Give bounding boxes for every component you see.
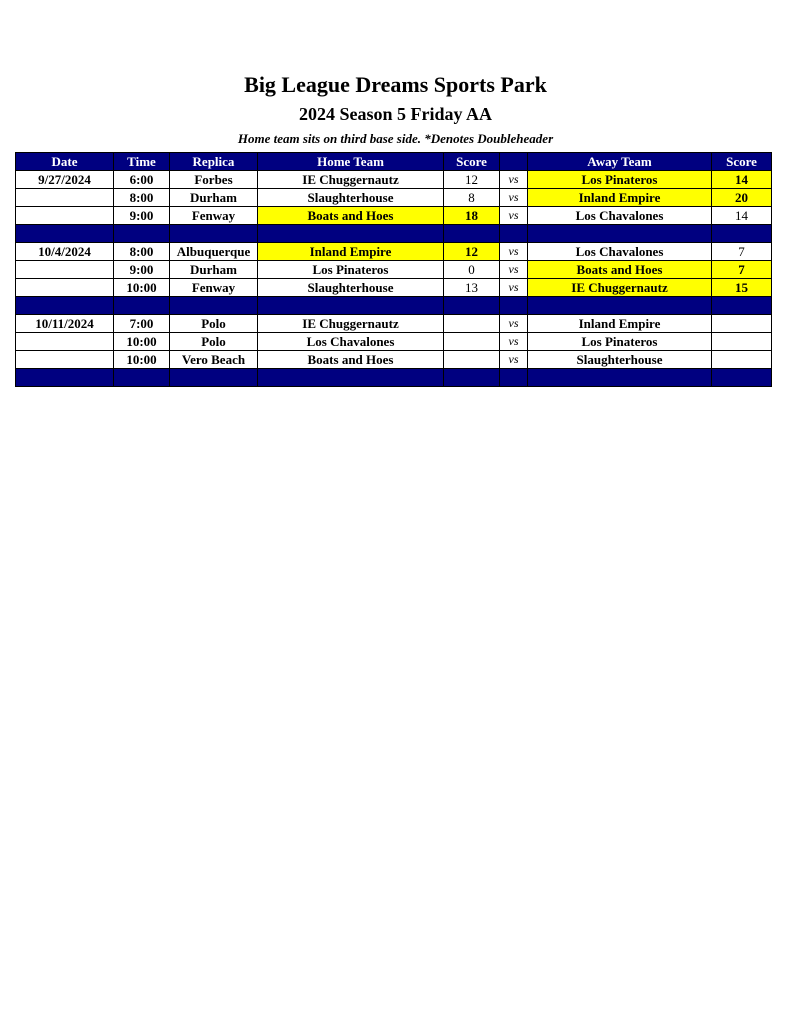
home-score: 12 bbox=[444, 243, 500, 261]
away-team: Los Pinateros bbox=[528, 171, 712, 189]
week-separator bbox=[16, 369, 772, 387]
home-team: IE Chuggernautz bbox=[258, 171, 444, 189]
game-date bbox=[16, 333, 114, 351]
game-date: 10/4/2024 bbox=[16, 243, 114, 261]
separator-cell bbox=[500, 225, 528, 243]
game-replica: Forbes bbox=[170, 171, 258, 189]
separator-cell bbox=[444, 225, 500, 243]
col-header-vs bbox=[500, 153, 528, 171]
home-score bbox=[444, 333, 500, 351]
game-replica: Durham bbox=[170, 261, 258, 279]
game-replica: Albuquerque bbox=[170, 243, 258, 261]
separator-cell bbox=[170, 225, 258, 243]
col-header-date: Date bbox=[16, 153, 114, 171]
game-date: 9/27/2024 bbox=[16, 171, 114, 189]
game-time: 9:00 bbox=[114, 207, 170, 225]
separator-cell bbox=[114, 297, 170, 315]
game-time: 10:00 bbox=[114, 333, 170, 351]
away-team: Slaughterhouse bbox=[528, 351, 712, 369]
col-header-away-score: Score bbox=[712, 153, 772, 171]
game-time: 10:00 bbox=[114, 351, 170, 369]
home-score: 0 bbox=[444, 261, 500, 279]
away-score bbox=[712, 333, 772, 351]
home-team: Slaughterhouse bbox=[258, 189, 444, 207]
separator-cell bbox=[170, 297, 258, 315]
col-header-home-team: Home Team bbox=[258, 153, 444, 171]
home-team: IE Chuggernautz bbox=[258, 315, 444, 333]
separator-cell bbox=[114, 225, 170, 243]
schedule-note: Home team sits on third base side. *Denotes Doubleheader bbox=[237, 131, 554, 146]
home-team: Boats and Hoes bbox=[258, 207, 444, 225]
table-row bbox=[16, 171, 772, 189]
home-team: Los Chavalones bbox=[258, 333, 444, 351]
separator-cell bbox=[528, 369, 712, 387]
vs-label: vs bbox=[500, 207, 528, 225]
vs-label: vs bbox=[500, 261, 528, 279]
separator-cell bbox=[444, 369, 500, 387]
schedule-table bbox=[15, 152, 772, 387]
game-replica: Polo bbox=[170, 333, 258, 351]
week-separator bbox=[16, 297, 772, 315]
away-team: Inland Empire bbox=[528, 189, 712, 207]
away-score bbox=[712, 351, 772, 369]
col-header-time: Time bbox=[114, 153, 170, 171]
game-date bbox=[16, 279, 114, 297]
home-team: Inland Empire bbox=[258, 243, 444, 261]
home-team: Slaughterhouse bbox=[258, 279, 444, 297]
away-score: 20 bbox=[712, 189, 772, 207]
table-row bbox=[16, 243, 772, 261]
game-date bbox=[16, 189, 114, 207]
col-header-home-score: Score bbox=[444, 153, 500, 171]
vs-label: vs bbox=[500, 171, 528, 189]
away-score: 7 bbox=[712, 261, 772, 279]
game-replica: Vero Beach bbox=[170, 351, 258, 369]
away-score: 14 bbox=[712, 171, 772, 189]
separator-cell bbox=[258, 297, 444, 315]
home-score: 12 bbox=[444, 171, 500, 189]
home-team: Los Pinateros bbox=[258, 261, 444, 279]
away-team: Los Chavalones bbox=[528, 243, 712, 261]
table-row bbox=[16, 189, 772, 207]
away-team: Los Chavalones bbox=[528, 207, 712, 225]
separator-cell bbox=[500, 369, 528, 387]
home-score: 13 bbox=[444, 279, 500, 297]
season-subtitle: 2024 Season 5 Friday AA bbox=[298, 104, 493, 124]
vs-label: vs bbox=[500, 243, 528, 261]
vs-label: vs bbox=[500, 279, 528, 297]
away-team: Boats and Hoes bbox=[528, 261, 712, 279]
home-score bbox=[444, 351, 500, 369]
game-time: 6:00 bbox=[114, 171, 170, 189]
week-separator bbox=[16, 225, 772, 243]
separator-cell bbox=[712, 225, 772, 243]
away-team: Los Pinateros bbox=[528, 333, 712, 351]
game-replica: Polo bbox=[170, 315, 258, 333]
table-row bbox=[16, 333, 772, 351]
game-replica: Fenway bbox=[170, 279, 258, 297]
away-score: 15 bbox=[712, 279, 772, 297]
separator-cell bbox=[16, 225, 114, 243]
separator-cell bbox=[444, 297, 500, 315]
game-time: 8:00 bbox=[114, 243, 170, 261]
separator-cell bbox=[712, 369, 772, 387]
vs-label: vs bbox=[500, 333, 528, 351]
page-title: Big League Dreams Sports Park bbox=[244, 72, 547, 97]
separator-cell bbox=[114, 369, 170, 387]
separator-cell bbox=[500, 297, 528, 315]
separator-cell bbox=[712, 297, 772, 315]
game-date bbox=[16, 261, 114, 279]
col-header-replica: Replica bbox=[170, 153, 258, 171]
separator-cell bbox=[16, 297, 114, 315]
table-row bbox=[16, 351, 772, 369]
table-row bbox=[16, 279, 772, 297]
separator-cell bbox=[258, 225, 444, 243]
game-date bbox=[16, 351, 114, 369]
vs-label: vs bbox=[500, 189, 528, 207]
away-team: Inland Empire bbox=[528, 315, 712, 333]
table-row bbox=[16, 315, 772, 333]
game-time: 10:00 bbox=[114, 279, 170, 297]
home-team: Boats and Hoes bbox=[258, 351, 444, 369]
schedule-body bbox=[16, 171, 772, 387]
away-score: 7 bbox=[712, 243, 772, 261]
col-header-away-team: Away Team bbox=[528, 153, 712, 171]
separator-cell bbox=[528, 297, 712, 315]
separator-cell bbox=[170, 369, 258, 387]
away-score: 14 bbox=[712, 207, 772, 225]
separator-cell bbox=[528, 225, 712, 243]
game-replica: Fenway bbox=[170, 207, 258, 225]
vs-label: vs bbox=[500, 351, 528, 369]
game-date bbox=[16, 207, 114, 225]
home-score bbox=[444, 315, 500, 333]
game-replica: Durham bbox=[170, 189, 258, 207]
table-row bbox=[16, 207, 772, 225]
game-time: 9:00 bbox=[114, 261, 170, 279]
away-team: IE Chuggernautz bbox=[528, 279, 712, 297]
away-score bbox=[712, 315, 772, 333]
separator-cell bbox=[16, 369, 114, 387]
game-time: 8:00 bbox=[114, 189, 170, 207]
table-row bbox=[16, 261, 772, 279]
vs-label: vs bbox=[500, 315, 528, 333]
home-score: 18 bbox=[444, 207, 500, 225]
home-score: 8 bbox=[444, 189, 500, 207]
header-row bbox=[16, 153, 772, 171]
game-date: 10/11/2024 bbox=[16, 315, 114, 333]
separator-cell bbox=[258, 369, 444, 387]
game-time: 7:00 bbox=[114, 315, 170, 333]
